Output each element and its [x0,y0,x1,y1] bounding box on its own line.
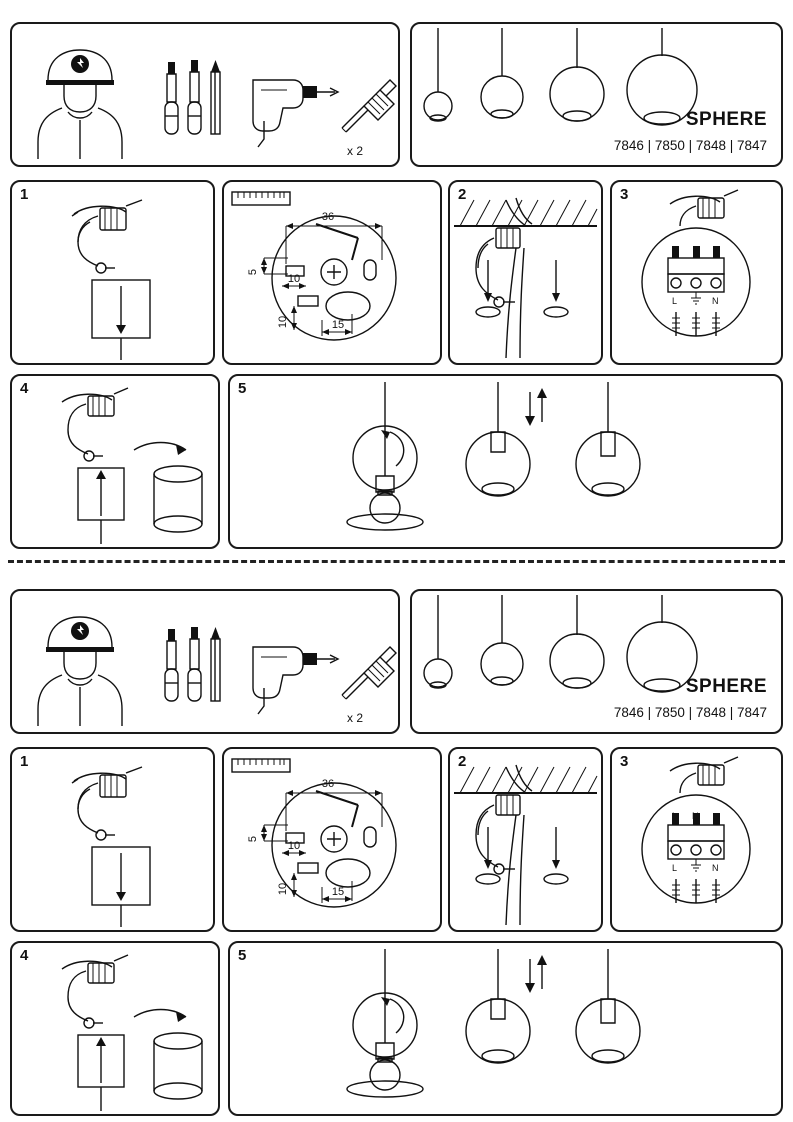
dim-15: 15 [331,319,345,331]
step-3-number: 3 [620,186,629,203]
step-2-panel-2 [448,747,603,932]
terminal-label-L-bottom: L [672,863,678,873]
dimension-panel [222,180,442,365]
shade-rotate-arrow [134,443,186,456]
bulb-icon [370,1058,400,1090]
terminal-label-N: N [712,296,719,306]
shade-rotate-arrow [134,1010,186,1023]
dim-10-b: 10 [277,882,289,896]
ceiling-hatch [454,200,597,226]
phillips-screwdriver-icon [165,62,178,134]
product-codes-2: 7846 | 7850 | 7848 | 7847 [613,705,767,720]
dimension-panel-2 [222,747,442,932]
shade-cylinder [154,1033,202,1099]
pendant-variant-medium [481,595,523,685]
step-3-number-2: 3 [620,753,629,770]
step-4-number-2: 4 [20,947,29,964]
pencil-icon [211,60,220,134]
product-codes: 7846 | 7850 | 7848 | 7847 [613,138,767,153]
height-adjust-arrows [525,388,547,426]
wall-plug-screw-icon [342,80,396,132]
step-2-number-2: 2 [458,753,467,770]
pendant-variant-large [550,28,604,121]
step-4-panel [10,374,220,549]
terminal-label-N-bottom: N [712,863,719,873]
brand-name-2: SPHERE [685,676,767,697]
brand-name: SPHERE [685,109,767,130]
step-5-panel [228,374,783,549]
pendant-variant-small [424,595,452,688]
tools-quantity-label-2: x 2 [347,711,364,725]
step-3-panel-2 [610,747,783,932]
step-3-panel [610,180,783,365]
worker-with-helmet-icon [38,617,122,726]
ruler-icon [232,192,290,205]
tools-quantity-label: x 2 [347,144,364,158]
step-1-number: 1 [20,186,29,203]
pendant-variant-small [424,28,452,121]
canopy-bracket-illustration-2 [62,955,128,1028]
terminal-detail-magnified [642,228,750,336]
lamp-assembled-2 [576,382,640,496]
canopy-bracket-illustration [72,767,142,840]
bulb-icon [370,491,400,523]
step-4-panel-2 [10,941,220,1116]
tools-panel-2 [10,589,400,734]
lamp-open-with-bulb [347,949,423,1097]
step-5-panel-2 [228,941,783,1116]
wall-plug-screw-icon [342,647,396,699]
terminal-detail-magnified [642,795,750,903]
product-panel-2 [410,589,783,734]
step-1-number-2: 1 [20,753,29,770]
wiring-and-bracket [476,198,532,358]
step-5-number: 5 [238,380,247,397]
ceiling-plate-drawing [247,778,396,907]
lamp-open-with-bulb [347,382,423,530]
step-2-panel [448,180,603,365]
drill-icon [253,647,338,714]
dim-36: 36 [321,778,335,790]
instruction-sheet-copy-2 [0,575,793,1120]
shade-cylinder [154,466,202,532]
lamp-assembled-2 [576,949,640,1063]
dim-5: 5 [247,268,259,276]
terminal-label-L: L [672,296,678,306]
pendant-variant-large [550,595,604,688]
tools-panel [10,22,400,167]
lamp-assembled-1 [466,949,547,1063]
pencil-icon [211,627,220,701]
lamp-assembled-1 [466,382,547,496]
step-1-panel-2 [10,747,215,932]
ceiling-hatch [454,767,597,793]
worker-with-helmet-icon [38,50,122,159]
ceiling-plate-drawing [247,211,396,340]
pendant-variant-medium [481,28,523,118]
step-2-number: 2 [458,186,467,203]
canopy-bracket-illustration-2 [62,388,128,461]
instruction-sheet-copy-1 [0,8,793,553]
terminal-block-top [670,757,738,793]
step-5-number-2: 5 [238,947,247,964]
dim-5: 5 [247,835,259,843]
dim-10-a: 10 [287,273,301,285]
phillips-screwdriver-icon [165,629,178,701]
dim-36: 36 [321,211,335,223]
flat-screwdriver-icon [188,60,201,134]
canopy-bracket-illustration [72,200,142,273]
height-adjust-arrows [525,955,547,993]
ruler-icon [232,759,290,772]
drill-icon [253,80,338,147]
wiring-and-bracket [476,765,532,925]
step-4-number: 4 [20,380,29,397]
dim-10-a: 10 [287,840,301,852]
dim-10-b: 10 [277,315,289,329]
sheet-cut-divider [8,560,785,563]
step-1-panel [10,180,215,365]
flat-screwdriver-icon [188,627,201,701]
dim-15: 15 [331,886,345,898]
product-panel [410,22,783,167]
terminal-block-top [670,190,738,226]
